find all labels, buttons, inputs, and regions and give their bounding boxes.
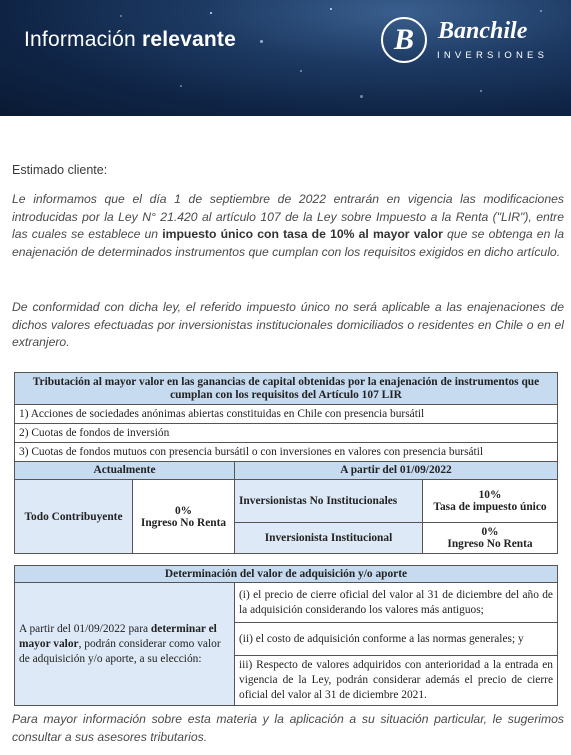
logo-letter: B	[393, 23, 414, 56]
column-header-new: A partir del 01/09/2022	[235, 462, 558, 480]
actual-rate: 0%	[174, 504, 193, 517]
acquisition-table-title: Determinación del valor de adquisición y/o aporte	[15, 566, 558, 583]
institutional-rate-label: Ingreso No Renta	[447, 538, 533, 550]
todo-contribuyente: Todo Contribuyente	[15, 480, 133, 554]
banchile-logo-icon	[381, 17, 427, 63]
institutional-investor: Inversionista Institucional	[235, 523, 423, 554]
banner-title-bold: relevante	[141, 28, 236, 51]
intro-paragraph	[12, 191, 564, 261]
acquisition-left-after: , podrán considerar como valor de adquisición y/o aporte, a su elección:	[19, 637, 221, 665]
banner-title-light: Información	[24, 28, 142, 51]
actual-rate-cell	[133, 480, 235, 554]
column-header-actual: Actualmente	[15, 462, 235, 480]
intro-text-bold: impuesto único con tasa de 10% al mayor valor	[162, 227, 443, 242]
acquisition-option-1: (i) el precio de cierre oficial del valor al 31 de diciembre del año de la adquisición considerando los valores más antiguos;	[235, 583, 558, 623]
logo-name: Banchile	[438, 18, 528, 44]
acquisition-value-table	[14, 565, 558, 706]
acquisition-option-3: iii) Respecto de valores adquiridos con anterioridad a la entrada en vigencia de la Ley, podrán considerar además el precio de cierre oficial del valor al 31 de diciembre 2021.	[235, 656, 558, 706]
non-institutional-rate: 10%	[478, 489, 502, 501]
acquisition-left-cell	[15, 583, 235, 706]
acquisition-left-before: A partir del 01/09/2022 para	[19, 622, 151, 635]
instrument-item-1: 1) Acciones de sociedades anónimas abiertas constituidas en Chile con presencia bursátil	[15, 405, 558, 424]
non-institutional-rate-label: Tasa de impuesto único	[433, 501, 547, 513]
logo-subtitle: INVERSIONES	[437, 50, 549, 61]
institutional-rate-cell	[423, 523, 558, 554]
acquisition-option-2: (ii) el costo de adquisición conforme a las normas generales; y	[235, 623, 558, 656]
intro-text-after: que se obtenga en la enajenación de determinados instrumentos que cumplan con los requisitos exigidos en dicho artículo.	[12, 227, 565, 259]
greeting: Estimado cliente:	[12, 163, 108, 177]
acquisition-left-bold: determinar el mayor valor	[19, 622, 217, 650]
instrument-item-3: 3) Cuotas de fondos mutuos con presencia bursátil o con inversiones en valores con presencia bursátil	[15, 443, 558, 462]
non-institutional-rate-cell	[423, 480, 558, 523]
banner-title	[24, 28, 236, 52]
exemption-paragraph: De conformidad con dicha ley, el referido impuesto único no será aplicable a las enajenaciones de dichos valores efectuadas por inversionistas institucionales domiciliados o residentes en Chile o en el extranjero.	[12, 300, 564, 350]
instrument-item-2: 2) Cuotas de fondos de inversión	[15, 424, 558, 443]
header-banner	[0, 0, 571, 116]
intro-text-before: Le informamos que el día 1 de septiembre de 2022 entrarán en vigencia las modificaciones introducidas por la Ley N° 21.420 al artículo 107 de la Ley sobre Impuesto a la Renta ("LIR"), entre las cuales se establece un	[12, 192, 564, 242]
closing-paragraph: Para mayor información sobre esta materia y la aplicación a su situación particular, le sugerimos consultar a sus asesores tributarios.	[12, 712, 564, 744]
taxation-table-title: Tributación al mayor valor en las ganancias de capital obtenidas por la enajenación de instrumentos que cumplan con los requisitos del Artículo 107 LIR	[15, 373, 558, 405]
actual-rate-label: Ingreso No Renta	[140, 516, 227, 529]
non-institutional-investors: Inversionistas No Institucionales	[235, 480, 423, 523]
institutional-rate: 0%	[481, 526, 499, 538]
taxation-table	[14, 372, 558, 554]
